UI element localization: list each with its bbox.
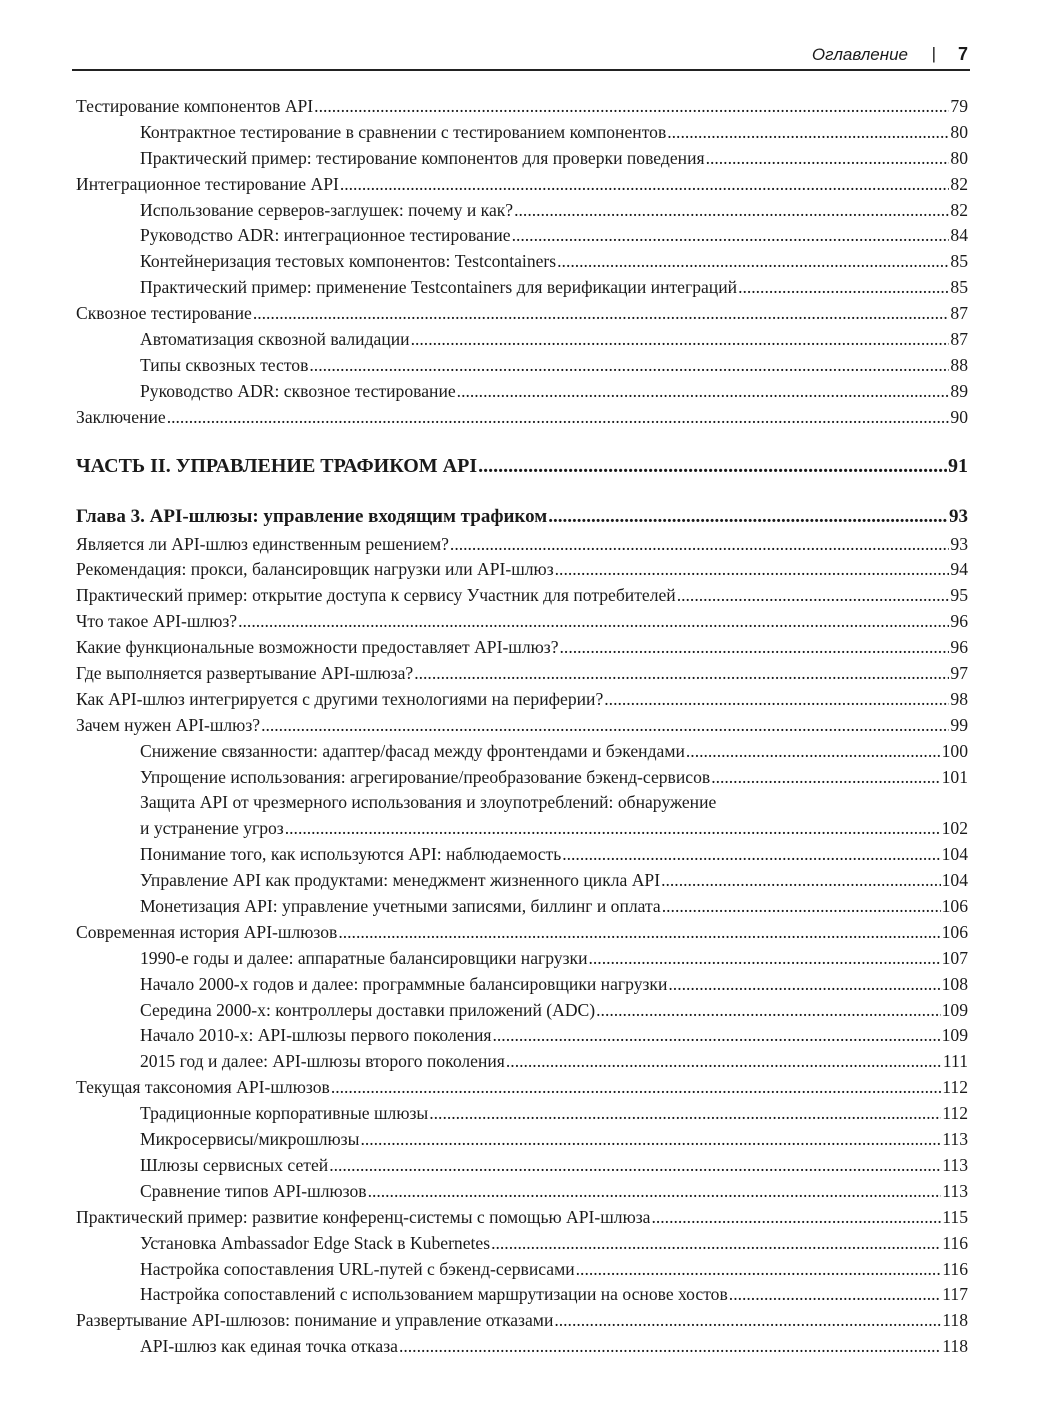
toc-entry[interactable]: [76, 998, 968, 1024]
toc-entry-label: Тестирование компонентов API: [76, 95, 314, 116]
toc-entry-label: Какие функциональные возможности предоставляет API-шлюз?: [76, 637, 559, 658]
toc-entry[interactable]: [76, 94, 968, 120]
leader-dots: [167, 405, 950, 431]
leader-dots: [238, 609, 949, 635]
toc-entry[interactable]: [76, 327, 968, 353]
toc-entry-label: Практический пример: применение Testcontainers для верификации интеграций: [140, 277, 738, 298]
leader-dots: [667, 120, 949, 146]
toc-entry[interactable]: [76, 1205, 968, 1231]
toc-entry[interactable]: [76, 249, 968, 275]
toc-entry-page: 85: [950, 277, 968, 298]
toc-section-chapter3-a: [76, 532, 968, 791]
toc-entry[interactable]: [76, 894, 968, 920]
toc-entry[interactable]: [76, 765, 968, 791]
leader-dots: [738, 275, 949, 301]
toc-entry-label: API-шлюз как единая точка отказа: [140, 1336, 398, 1357]
toc-entry-label: Начало 2000-х годов и далее: программные балансировщики нагрузки: [140, 973, 668, 994]
leader-dots: [661, 868, 941, 894]
toc-entry-label: Управление API как продуктами: менеджмент жизненного цикла API: [140, 870, 661, 891]
toc-entry-label: Практический пример: открытие доступа к сервису Участник для потребителей: [76, 585, 676, 606]
toc-entry-label: 2015 год и далее: API-шлюзы второго поколения: [140, 1051, 505, 1072]
leader-dots: [555, 557, 950, 583]
toc-entry[interactable]: [76, 223, 968, 249]
toc-entry[interactable]: [76, 353, 968, 379]
toc-entry[interactable]: [76, 713, 968, 739]
toc-entry-page: 79: [950, 95, 968, 116]
toc-entry[interactable]: [76, 1127, 968, 1153]
toc-entry-label: Понимание того, как используются API: наблюдаемость: [140, 844, 562, 865]
leader-dots: [548, 503, 948, 531]
running-title: Оглавление: [811, 45, 908, 64]
toc-chapter-label: Глава 3. API-шлюзы: управление входящим трафиком: [76, 505, 548, 527]
leader-dots: [329, 1153, 941, 1179]
toc-entry[interactable]: [76, 275, 968, 301]
leader-dots: [331, 1075, 941, 1101]
toc-entry[interactable]: [76, 583, 968, 609]
toc-entry-label: Использование серверов-заглушек: почему и как?: [140, 199, 514, 220]
toc-entry[interactable]: [76, 1179, 968, 1205]
toc-entry-label: Традиционные корпоративные шлюзы: [140, 1103, 429, 1124]
leader-dots: [429, 1101, 941, 1127]
toc-entry-page: 80: [950, 121, 968, 142]
toc-entry-label: Установка Ambassador Edge Stack в Kubernetes: [140, 1232, 491, 1253]
toc-entry-label: Что такое API-шлюз?: [76, 611, 238, 632]
leader-dots: [560, 635, 950, 661]
toc-entry-label: Середина 2000-х: контроллеры доставки приложений (ADC): [140, 999, 596, 1020]
toc-entry[interactable]: [76, 532, 968, 558]
toc-entry[interactable]: [76, 1334, 968, 1360]
toc-entry[interactable]: [76, 1308, 968, 1334]
toc-entry[interactable]: [76, 739, 968, 765]
leader-dots: [651, 1205, 941, 1231]
toc-entry-page: 117: [942, 1284, 968, 1305]
toc-entry-multiline[interactable]: [76, 790, 968, 842]
toc-entry-label: Зачем нужен API-шлюз?: [76, 714, 261, 735]
leader-dots: [285, 816, 941, 842]
toc-entry[interactable]: [76, 661, 968, 687]
toc-entry-label: Типы сквозных тестов: [140, 354, 309, 375]
leader-dots: [576, 1257, 942, 1283]
toc-section-testing: [76, 94, 968, 431]
leader-dots: [414, 661, 949, 687]
toc-entry[interactable]: [76, 635, 968, 661]
toc-entry-page: 96: [950, 611, 968, 632]
leader-dots: [478, 451, 947, 481]
toc-entry-page: 113: [942, 1154, 968, 1175]
toc-entry-page: 90: [950, 406, 968, 427]
toc-entry-page: 82: [950, 199, 968, 220]
toc-entry-label: Рекомендация: прокси, балансировщик нагрузки или API-шлюз: [76, 559, 554, 580]
leader-dots: [706, 146, 950, 172]
toc-entry-label: Текущая таксономия API-шлюзов: [76, 1077, 330, 1098]
toc-entry-page: 112: [942, 1077, 968, 1098]
leader-dots: [338, 920, 940, 946]
toc-entry-label: Интеграционное тестирование API: [76, 173, 339, 194]
toc-entry-label: Практический пример: тестирование компонентов для проверки поведения: [140, 147, 705, 168]
toc-entry-label: Начало 2010-х: API-шлюзы первого поколения: [140, 1025, 492, 1046]
toc-entry[interactable]: [76, 405, 968, 431]
toc-entry-label: Монетизация API: управление учетными записями, биллинг и оплата: [140, 896, 661, 917]
toc-entry-page: 109: [941, 999, 968, 1020]
toc-entry-label: Шлюзы сервисных сетей: [140, 1154, 329, 1175]
toc-entry-label: Как API-шлюз интегрируется с другими технологиями на периферии?: [76, 688, 604, 709]
toc-entry-label: Современная история API-шлюзов: [76, 921, 338, 942]
toc-entry-page: 87: [950, 303, 968, 324]
toc-entry[interactable]: [76, 868, 968, 894]
toc-entry-page: 118: [942, 1336, 968, 1357]
toc-entry[interactable]: [76, 557, 968, 583]
toc-entry-page: 85: [950, 251, 968, 272]
toc-entry-page: 116: [942, 1258, 968, 1279]
toc-entry[interactable]: [76, 172, 968, 198]
header-separator: |: [931, 44, 936, 63]
toc-entry-page: 104: [941, 844, 968, 865]
toc-entry[interactable]: [76, 1282, 968, 1308]
leader-dots: [457, 379, 950, 405]
toc-entry-label: Настройка сопоставлений с использованием маршрутизации на основе хостов: [140, 1284, 728, 1305]
toc-entry-page: 113: [942, 1129, 968, 1150]
toc-entry-page: 102: [941, 818, 968, 839]
toc-entry-label: Упрощение использования: агрегирование/преобразование бэкенд-сервисов: [140, 766, 711, 787]
toc-entry-page: 107: [941, 947, 968, 968]
toc-entry-page: 113: [942, 1180, 968, 1201]
toc-chapter-heading[interactable]: [76, 503, 968, 531]
toc-entry-page: 108: [941, 973, 968, 994]
toc-entry-label: Где выполняется развертывание API-шлюза?: [76, 663, 414, 684]
toc-entry-page: 106: [941, 896, 968, 917]
toc-entry-page: 95: [950, 585, 968, 606]
leader-dots: [506, 1049, 942, 1075]
toc-entry-label: Микросервисы/микрошлюзы: [140, 1129, 360, 1150]
toc-entry-label-line2: и устранение угроз: [140, 818, 284, 839]
toc-entry-page: 88: [950, 354, 968, 375]
toc-entry-label: Заключение: [76, 406, 166, 427]
toc-entry-page: 99: [950, 714, 968, 735]
toc-entry[interactable]: [76, 1231, 968, 1257]
toc-entry[interactable]: [76, 1049, 968, 1075]
toc-entry[interactable]: [76, 609, 968, 635]
toc-section-chapter3-b: [76, 842, 968, 1360]
leader-dots: [399, 1334, 941, 1360]
leader-dots: [450, 532, 949, 558]
toc-entry[interactable]: [76, 920, 968, 946]
toc-entry-label: Автоматизация сквозной валидации: [140, 329, 410, 349]
toc-entry-page: 80: [950, 147, 968, 168]
toc-entry[interactable]: [76, 687, 968, 713]
toc-entry[interactable]: [76, 972, 968, 998]
leader-dots: [493, 1024, 941, 1050]
toc-entry-page: 116: [942, 1232, 968, 1253]
toc-chapter-page: 93: [949, 505, 968, 527]
leader-dots: [512, 223, 950, 249]
leader-dots: [314, 94, 949, 120]
toc-entry-label-line1: Защита API от чрезмерного использования и злоупотреблений: обнаружение: [140, 792, 717, 813]
leader-dots: [514, 198, 949, 224]
leader-dots: [562, 842, 940, 868]
toc-entry[interactable]: [76, 120, 968, 146]
toc-entry[interactable]: [76, 1024, 968, 1050]
leader-dots: [554, 1308, 941, 1334]
toc-entry[interactable]: [76, 146, 968, 172]
toc-entry[interactable]: [76, 842, 968, 868]
toc-entry-page: 112: [942, 1103, 968, 1124]
toc-entry-label: Руководство ADR: интеграционное тестирование: [140, 225, 511, 246]
toc-entry-label: Развертывание API-шлюзов: понимание и управление отказами: [76, 1310, 554, 1331]
toc-entry[interactable]: [76, 301, 968, 327]
toc-part-label: ЧАСТЬ II. УПРАВЛЕНИЕ ТРАФИКОМ API: [76, 454, 478, 477]
toc-entry-page: 104: [941, 870, 968, 891]
toc-entry-page: 93: [950, 533, 968, 554]
toc-entry-label: Контейнеризация тестовых компонентов: Testcontainers: [140, 251, 557, 272]
toc-entry-page: 118: [942, 1310, 968, 1331]
toc-entry-label: Контрактное тестирование в сравнении с тестированием компонентов: [140, 121, 667, 142]
leader-dots: [368, 1179, 942, 1205]
toc-entry-label: Является ли API-шлюз единственным решением?: [76, 533, 449, 554]
toc-entry[interactable]: [76, 946, 968, 972]
toc-entry-label: 1990-е годы и далее: аппаратные балансировщики нагрузки: [140, 947, 588, 968]
leader-dots: [729, 1282, 941, 1308]
toc-entry-page: 111: [942, 1051, 968, 1072]
toc-entry-label: Практический пример: развитие конференц-системы с помощью API-шлюза: [76, 1206, 651, 1227]
toc-entry-page: 106: [941, 921, 968, 942]
leader-dots: [261, 713, 949, 739]
leader-dots: [686, 739, 941, 765]
page-number: 7: [957, 44, 968, 64]
toc-entry-page: 115: [942, 1206, 968, 1227]
toc-entry-page: 101: [941, 766, 968, 787]
toc-entry-label: Руководство ADR: сквозное тестирование: [140, 380, 456, 401]
toc-entry-label: Сквозное тестирование: [76, 303, 252, 324]
toc-entry-label: Снижение связанности: адаптер/фасад между фронтендами и бэкендами: [140, 740, 685, 761]
leader-dots: [360, 1127, 941, 1153]
leader-dots: [253, 301, 950, 327]
toc-part-heading[interactable]: [76, 451, 968, 481]
toc-entry[interactable]: [76, 198, 968, 224]
toc-entry-page: 94: [950, 559, 968, 580]
toc-entry[interactable]: [76, 379, 968, 405]
page-header: [72, 40, 970, 71]
toc-entry[interactable]: [76, 1257, 968, 1283]
toc-entry-page: 97: [950, 663, 968, 684]
toc-entry-label: Сравнение типов API-шлюзов: [140, 1180, 367, 1201]
leader-dots: [340, 172, 950, 198]
toc-entry-page: 87: [950, 329, 968, 349]
table-of-contents: [76, 94, 968, 1360]
toc-entry-page: 98: [950, 688, 968, 709]
leader-dots: [309, 353, 949, 379]
leader-dots: [596, 998, 940, 1024]
toc-entry-page: 109: [941, 1025, 968, 1046]
leader-dots: [662, 894, 941, 920]
toc-entry-page: 84: [950, 225, 968, 246]
toc-entry-page: 82: [950, 173, 968, 194]
toc-entry-page: 96: [950, 637, 968, 658]
toc-entry[interactable]: [76, 1153, 968, 1179]
toc-entry-page: 89: [950, 380, 968, 401]
toc-part-page: 91: [948, 454, 968, 477]
leader-dots: [411, 327, 950, 353]
toc-entry-page: 100: [941, 740, 968, 761]
toc-entry[interactable]: [76, 1101, 968, 1127]
leader-dots: [557, 249, 949, 275]
leader-dots: [677, 583, 950, 609]
leader-dots: [711, 765, 940, 791]
leader-dots: [668, 972, 940, 998]
leader-dots: [589, 946, 941, 972]
leader-dots: [604, 687, 949, 713]
toc-entry[interactable]: [76, 1075, 968, 1101]
toc-entry-label: Настройка сопоставления URL-путей с бэкенд-сервисами: [140, 1258, 575, 1279]
leader-dots: [491, 1231, 941, 1257]
